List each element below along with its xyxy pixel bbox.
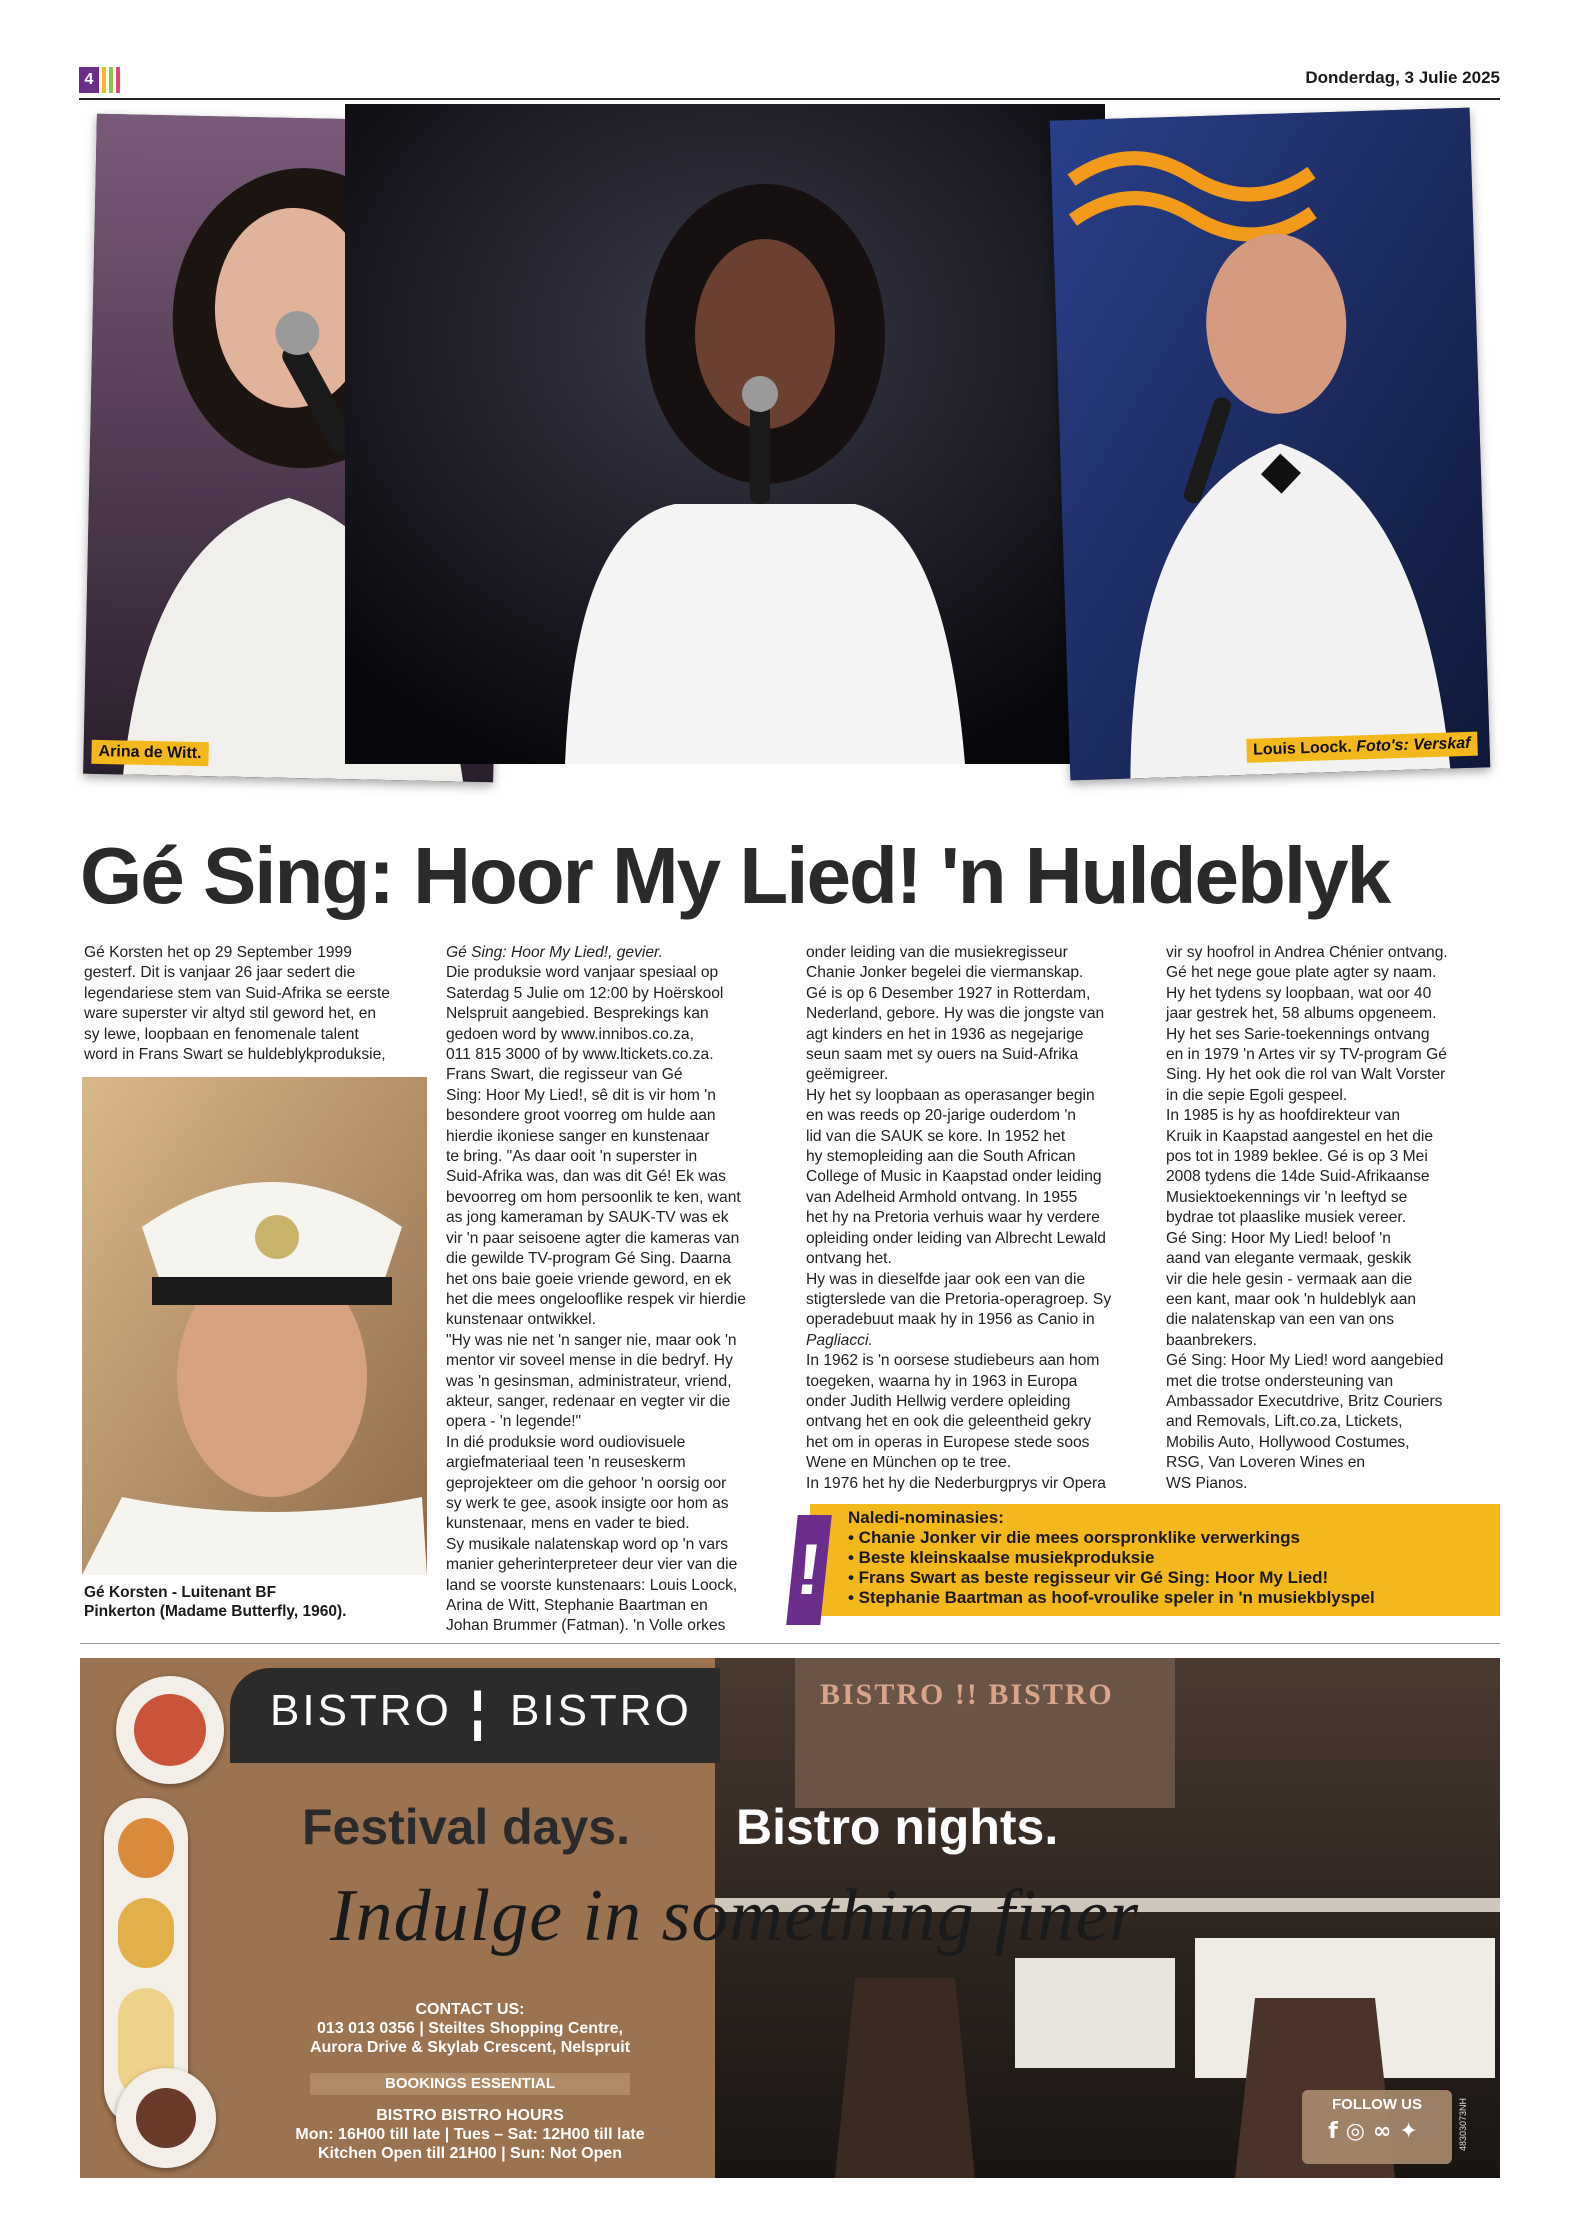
col4-line: WS Pianos. xyxy=(1166,1474,1248,1492)
col4-line: 2008 tydens die 14de Suid-Afrikaanse xyxy=(1166,1168,1430,1186)
col3-line: operadebuut maak hy in 1956 as Canio in xyxy=(806,1311,1095,1329)
col3-line: ontvang het en ook die geleentheid gekry xyxy=(806,1413,1092,1431)
photo-ge-korsten xyxy=(82,1077,427,1575)
col2-line: was 'n gesinsman, administrateur, vriend, xyxy=(446,1372,732,1390)
col2-line: Gé Sing: Hoor My Lied!, gevier. xyxy=(446,944,663,961)
col4-line: RSG, Van Loveren Wines en xyxy=(1166,1454,1366,1472)
col4-line: pos tot in 1989 beklee. Gé is op 3 Mei xyxy=(1166,1148,1428,1166)
col4-line: Mobilis Auto, Hollywood Costumes, xyxy=(1166,1433,1410,1451)
photo-louis-image xyxy=(1050,108,1491,781)
hours-title: BISTRO BISTRO HOURS xyxy=(376,2107,564,2124)
photo-credit: Foto's: Verskaf xyxy=(1355,734,1471,756)
issue-date: Donderdag, 3 Julie 2025 xyxy=(1305,68,1500,87)
col3-line: Wene en München op te tree. xyxy=(806,1454,1012,1472)
col2-line: mentor vir soveel mense in die bedryf. Hy xyxy=(446,1352,733,1370)
col4-line: Gé Sing: Hoor My Lied! beloof 'n xyxy=(1166,1229,1391,1247)
col2-line: "Hy was nie net 'n sanger nie, maar ook 'n xyxy=(446,1331,737,1349)
photo-center-singer xyxy=(345,104,1105,764)
photo-center-image xyxy=(345,104,1105,764)
col3-line: en was reeds op 20-jarige ouderdom 'n xyxy=(806,1107,1076,1125)
col2-line: Sing: Hoor My Lied!, sê dit is vir hom 'n xyxy=(446,1086,716,1104)
col2-line: Nelspruit aangebied. Besprekings kan xyxy=(446,1005,709,1023)
col3-line: hy stemopleiding aan die South African xyxy=(806,1148,1076,1166)
portrait-caption-line-1: Gé Korsten - Luitenant BF xyxy=(84,1584,277,1601)
col4-line: in die sepie Egoli gespeel. xyxy=(1166,1086,1348,1104)
column-2 xyxy=(446,943,781,1637)
col4-line: Gé het nege goue plate agter sy naam. xyxy=(1166,964,1437,982)
col4-line: aand van elegante vermaak, geskik xyxy=(1166,1250,1412,1268)
bistro-nights-text: Bistro nights. xyxy=(736,1799,1059,1855)
ad-code: 48303073NH xyxy=(1458,2098,1468,2152)
col4-line: een kant, maar ook 'n huldeblyk aan xyxy=(1166,1290,1417,1308)
bistro-logo-right: BISTRO xyxy=(510,1686,692,1735)
exclamation-icon: ! xyxy=(786,1515,832,1625)
col2-line: In dié produksie word oudiovisuele xyxy=(446,1433,686,1451)
header-stripe-green xyxy=(109,67,113,93)
col3-line: geëmigreer. xyxy=(806,1066,889,1084)
festival-days-text: Festival days. xyxy=(302,1799,630,1855)
follow-us-box xyxy=(1302,2090,1452,2164)
col3-line: toegeken, waarna hy in 1963 in Europa xyxy=(806,1372,1078,1390)
col2-line: Arina de Witt, Stephanie Baartman en xyxy=(446,1597,708,1614)
col4-line: In 1985 is hy as hoofdirekteur van xyxy=(1166,1107,1401,1125)
col2-line: geprojekteer om die gehoor 'n oorsig oor xyxy=(446,1474,727,1492)
contact-title: CONTACT US: xyxy=(415,2001,525,2018)
col2-line: manier geherinterpreteer deur vier van die xyxy=(446,1556,738,1574)
indulge-script: Indulge in something finer xyxy=(330,1875,1140,1957)
photo-louis-loock xyxy=(1050,108,1491,781)
col2-line: kunstenaar, mens en vader te bied. xyxy=(446,1515,690,1533)
col1-line: Gé Korsten het op 29 September 1999 xyxy=(84,944,352,961)
twitter-icon[interactable]: ✦ xyxy=(1399,2119,1426,2144)
col1-line: gesterf. Dit is vanjaar 26 jaar sedert die xyxy=(84,964,356,982)
col2-line: kunstenaar ontwikkel. xyxy=(446,1311,596,1329)
col1-line: legendariese stem van Suid-Afrika se eerste xyxy=(84,984,390,1002)
col3-line: College of Music in Kaapstad onder leiding xyxy=(806,1168,1102,1186)
col2-line: sy werk te gee, asook insigte oor hom as xyxy=(446,1494,729,1512)
bistro-advertisement xyxy=(80,1658,1500,2178)
col2-line: Die produksie word vanjaar spesiaal op xyxy=(446,964,719,982)
col4-line: Hy het tydens sy loopbaan, wat oor 40 xyxy=(1166,984,1432,1002)
col4-line: met die trotse ondersteuning van xyxy=(1166,1372,1394,1390)
photo-ge-korsten-image xyxy=(82,1077,427,1575)
col3-line: Hy het sy loopbaan as operasanger begin xyxy=(806,1086,1095,1104)
col2-line: het die mees ongelooflike respek vir hierdie xyxy=(446,1290,746,1308)
column-3 xyxy=(806,943,1146,1494)
follow-us-label: FOLLOW US xyxy=(1332,2096,1422,2113)
cutlery-icon: ¦ xyxy=(470,1681,486,1741)
food-dish-2 xyxy=(118,1818,174,1878)
naledi-content xyxy=(848,1508,1375,1608)
caption-arina: Arina de Witt. xyxy=(91,740,208,766)
col4-line: die nalatenskap van een van ons xyxy=(1166,1311,1395,1329)
col3-line: van Adelheid Armhold ontvang. In 1955 xyxy=(806,1188,1078,1206)
col3-line: In 1962 is 'n oorsese studiebeurs aan hom xyxy=(806,1352,1100,1370)
col3-line: Pagliacci. xyxy=(806,1331,873,1349)
contact-line: Aurora Drive & Skylab Crescent, Nelspruit xyxy=(309,2039,631,2056)
tripadvisor-icon[interactable]: ∞ xyxy=(1373,2119,1400,2144)
portrait-caption xyxy=(84,1583,346,1621)
food-dish-1 xyxy=(134,1694,206,1766)
col4-line: Gé Sing: Hoor My Lied! word aangebied xyxy=(1166,1352,1444,1370)
col4-line: vir die hele gesin - vermaak aan die xyxy=(1166,1270,1413,1288)
food-dish-5 xyxy=(136,2088,196,2148)
col2-line: gedoen word by www.innibos.co.za, xyxy=(446,1025,694,1043)
ad-divider xyxy=(80,1643,1500,1644)
article-headline: Gé Sing: Hoor My Lied! 'n Huldeblyk xyxy=(80,831,1390,920)
col2-line: argiefmateriaal teen 'n reuseskerm xyxy=(446,1454,686,1472)
col2-line: 011 815 3000 of by www.ltickets.co.za. xyxy=(446,1046,714,1064)
contact-line: 013 013 0356 | Steiltes Shopping Centre, xyxy=(317,2020,623,2037)
naledi-item: • Stephanie Baartman as hoof-vroulike speler in 'n musiekblyspel xyxy=(848,1588,1375,1607)
col3-line: Hy was in dieselfde jaar ook een van die xyxy=(806,1270,1086,1288)
col4-line: Musiektoekennings vir 'n leeftyd se xyxy=(1166,1188,1408,1206)
col3-line: Gé is op 6 Desember 1927 in Rotterdam, xyxy=(806,984,1091,1002)
food-dish-3 xyxy=(118,1898,174,1968)
col2-line: Johan Brummer (Fatman). 'n Volle orkes xyxy=(446,1617,726,1635)
col2-line: Suid-Afrika was, dan was dit Gé! Ek was xyxy=(446,1168,726,1186)
hours-block xyxy=(230,2106,710,2163)
col4-line: Ambassador Executdrive, Britz Couriers xyxy=(1166,1392,1443,1410)
col4-line: and Removals, Lift.co.za, Ltickets, xyxy=(1166,1413,1403,1431)
bookings-banner: BOOKINGS ESSENTIAL xyxy=(310,2073,630,2095)
hours-line: Kitchen Open till 21H00 | Sun: Not Open xyxy=(317,2145,623,2162)
col2-line: die gewilde TV-program Gé Sing. Daarna xyxy=(446,1250,731,1268)
col4-line: baanbrekers. xyxy=(1166,1331,1258,1349)
naledi-item: • Chanie Jonker vir die mees oorspronklike verwerkings xyxy=(848,1528,1300,1547)
col1-line: word in Frans Swart se huldeblykproduksie, xyxy=(84,1046,386,1064)
col2-line: Sy musikale nalatenskap word op 'n vars xyxy=(446,1535,729,1553)
col3-line: stigterslede van die Pretoria-operagroep. Sy xyxy=(806,1290,1112,1308)
col4-line: en in 1979 'n Artes vir sy TV-program Gé xyxy=(1166,1046,1447,1064)
col3-line: Nederland, gebore. Hy was die jongste van xyxy=(806,1005,1105,1023)
page-number: 4 xyxy=(79,67,99,93)
col1-line: sy lewe, loopbaan en fenomenale talent xyxy=(84,1025,359,1043)
header-stripe-yellow xyxy=(102,67,106,93)
col2-line: besondere groot voorreg om hulde aan xyxy=(446,1107,716,1125)
col2-line: Frans Swart, die regisseur van Gé xyxy=(446,1066,683,1084)
col2-line: vir 'n paar seisoene agter die kameras van xyxy=(446,1229,740,1247)
col2-line: as jong kameraman by SAUK-TV was ek xyxy=(446,1209,729,1227)
instagram-icon[interactable]: ◎ xyxy=(1345,2119,1373,2144)
col2-line: land se voorste kunstenaars: Louis Loock, xyxy=(446,1576,738,1594)
restaurant-sign: BISTRO !! BISTRO xyxy=(820,1678,1114,1711)
col3-line: lid van die SAUK se kore. In 1952 het xyxy=(806,1127,1066,1145)
col3-line: In 1976 het hy die Nederburgprys vir Opera xyxy=(806,1474,1106,1492)
caption-louis-name: Louis Loock. xyxy=(1252,738,1353,759)
col3-line: opleiding onder leiding van Albrecht Lewald xyxy=(806,1229,1106,1247)
col2-line: bevoorreg om hom persoonlik te ken, want xyxy=(446,1188,741,1206)
col3-line: seun saam met sy ouers na Suid-Afrika xyxy=(806,1046,1079,1064)
col2-line: akteur, sanger, redenaar en vegter vir die xyxy=(446,1392,731,1410)
col2-line: te bring. "As daar ooit 'n superster in xyxy=(446,1148,698,1166)
col3-line: onder leiding van die musiekregisseur xyxy=(806,944,1068,961)
col4-line: jaar gestrek het, 58 albums opgeneem. xyxy=(1166,1005,1437,1023)
col3-line: onder Judith Hellwig verdere opleiding xyxy=(806,1392,1071,1410)
header-stripe-pink xyxy=(116,67,120,93)
col4-line: vir sy hoofrol in Andrea Chénier ontvang. xyxy=(1166,944,1448,961)
col2-line: opera - 'n legende!" xyxy=(446,1413,582,1431)
col2-line: het ons baie goeie vriende geword, en ek xyxy=(446,1270,732,1288)
naledi-item: • Frans Swart as beste regisseur vir Gé Sing: Hoor My Lied! xyxy=(848,1568,1329,1587)
col3-line: Chanie Jonker begelei die viermanskap. xyxy=(806,964,1084,982)
col2-line: hierdie ikoniese sanger en kunstenaar xyxy=(446,1127,710,1145)
hours-line: Mon: 16H00 till late | Tues – Sat: 12H00 till late xyxy=(295,2126,645,2143)
column-1 xyxy=(84,943,414,1065)
bistro-logo-left: BISTRO xyxy=(270,1686,452,1735)
col2-line: Saterdag 5 Julie om 12:00 by Hoërskool xyxy=(446,984,724,1002)
header-rule xyxy=(79,98,1500,100)
column-4 xyxy=(1166,943,1501,1494)
col4-line: Sing. Hy het ook die rol van Walt Vorster xyxy=(1166,1066,1446,1084)
contact-block xyxy=(230,2000,710,2057)
col3-line: agt kinders en het in 1936 as negejarige xyxy=(806,1025,1084,1043)
naledi-item: • Beste kleinskaalse musiekproduksie xyxy=(848,1548,1155,1567)
col3-line: het om in operas in Europese stede soos xyxy=(806,1433,1090,1451)
col4-line: Hy het ses Sarie-toekennings ontvang xyxy=(1166,1025,1430,1043)
col1-line: ware superster vir altyd stil geword het, en xyxy=(84,1005,377,1023)
col3-line: ontvang het. xyxy=(806,1250,892,1268)
col3-line: het hy na Pretoria verhuis waar hy verdere xyxy=(806,1209,1100,1227)
portrait-caption-line-2: Pinkerton (Madame Butterfly, 1960). xyxy=(84,1603,347,1620)
col4-line: bydrae tot plaaslike musiek vereer. xyxy=(1166,1209,1407,1227)
naledi-title: Naledi-nominasies: xyxy=(848,1508,1004,1527)
col4-line: Kruik in Kaapstad aangestel en het die xyxy=(1166,1127,1434,1145)
facebook-icon[interactable]: f xyxy=(1328,2119,1346,2144)
